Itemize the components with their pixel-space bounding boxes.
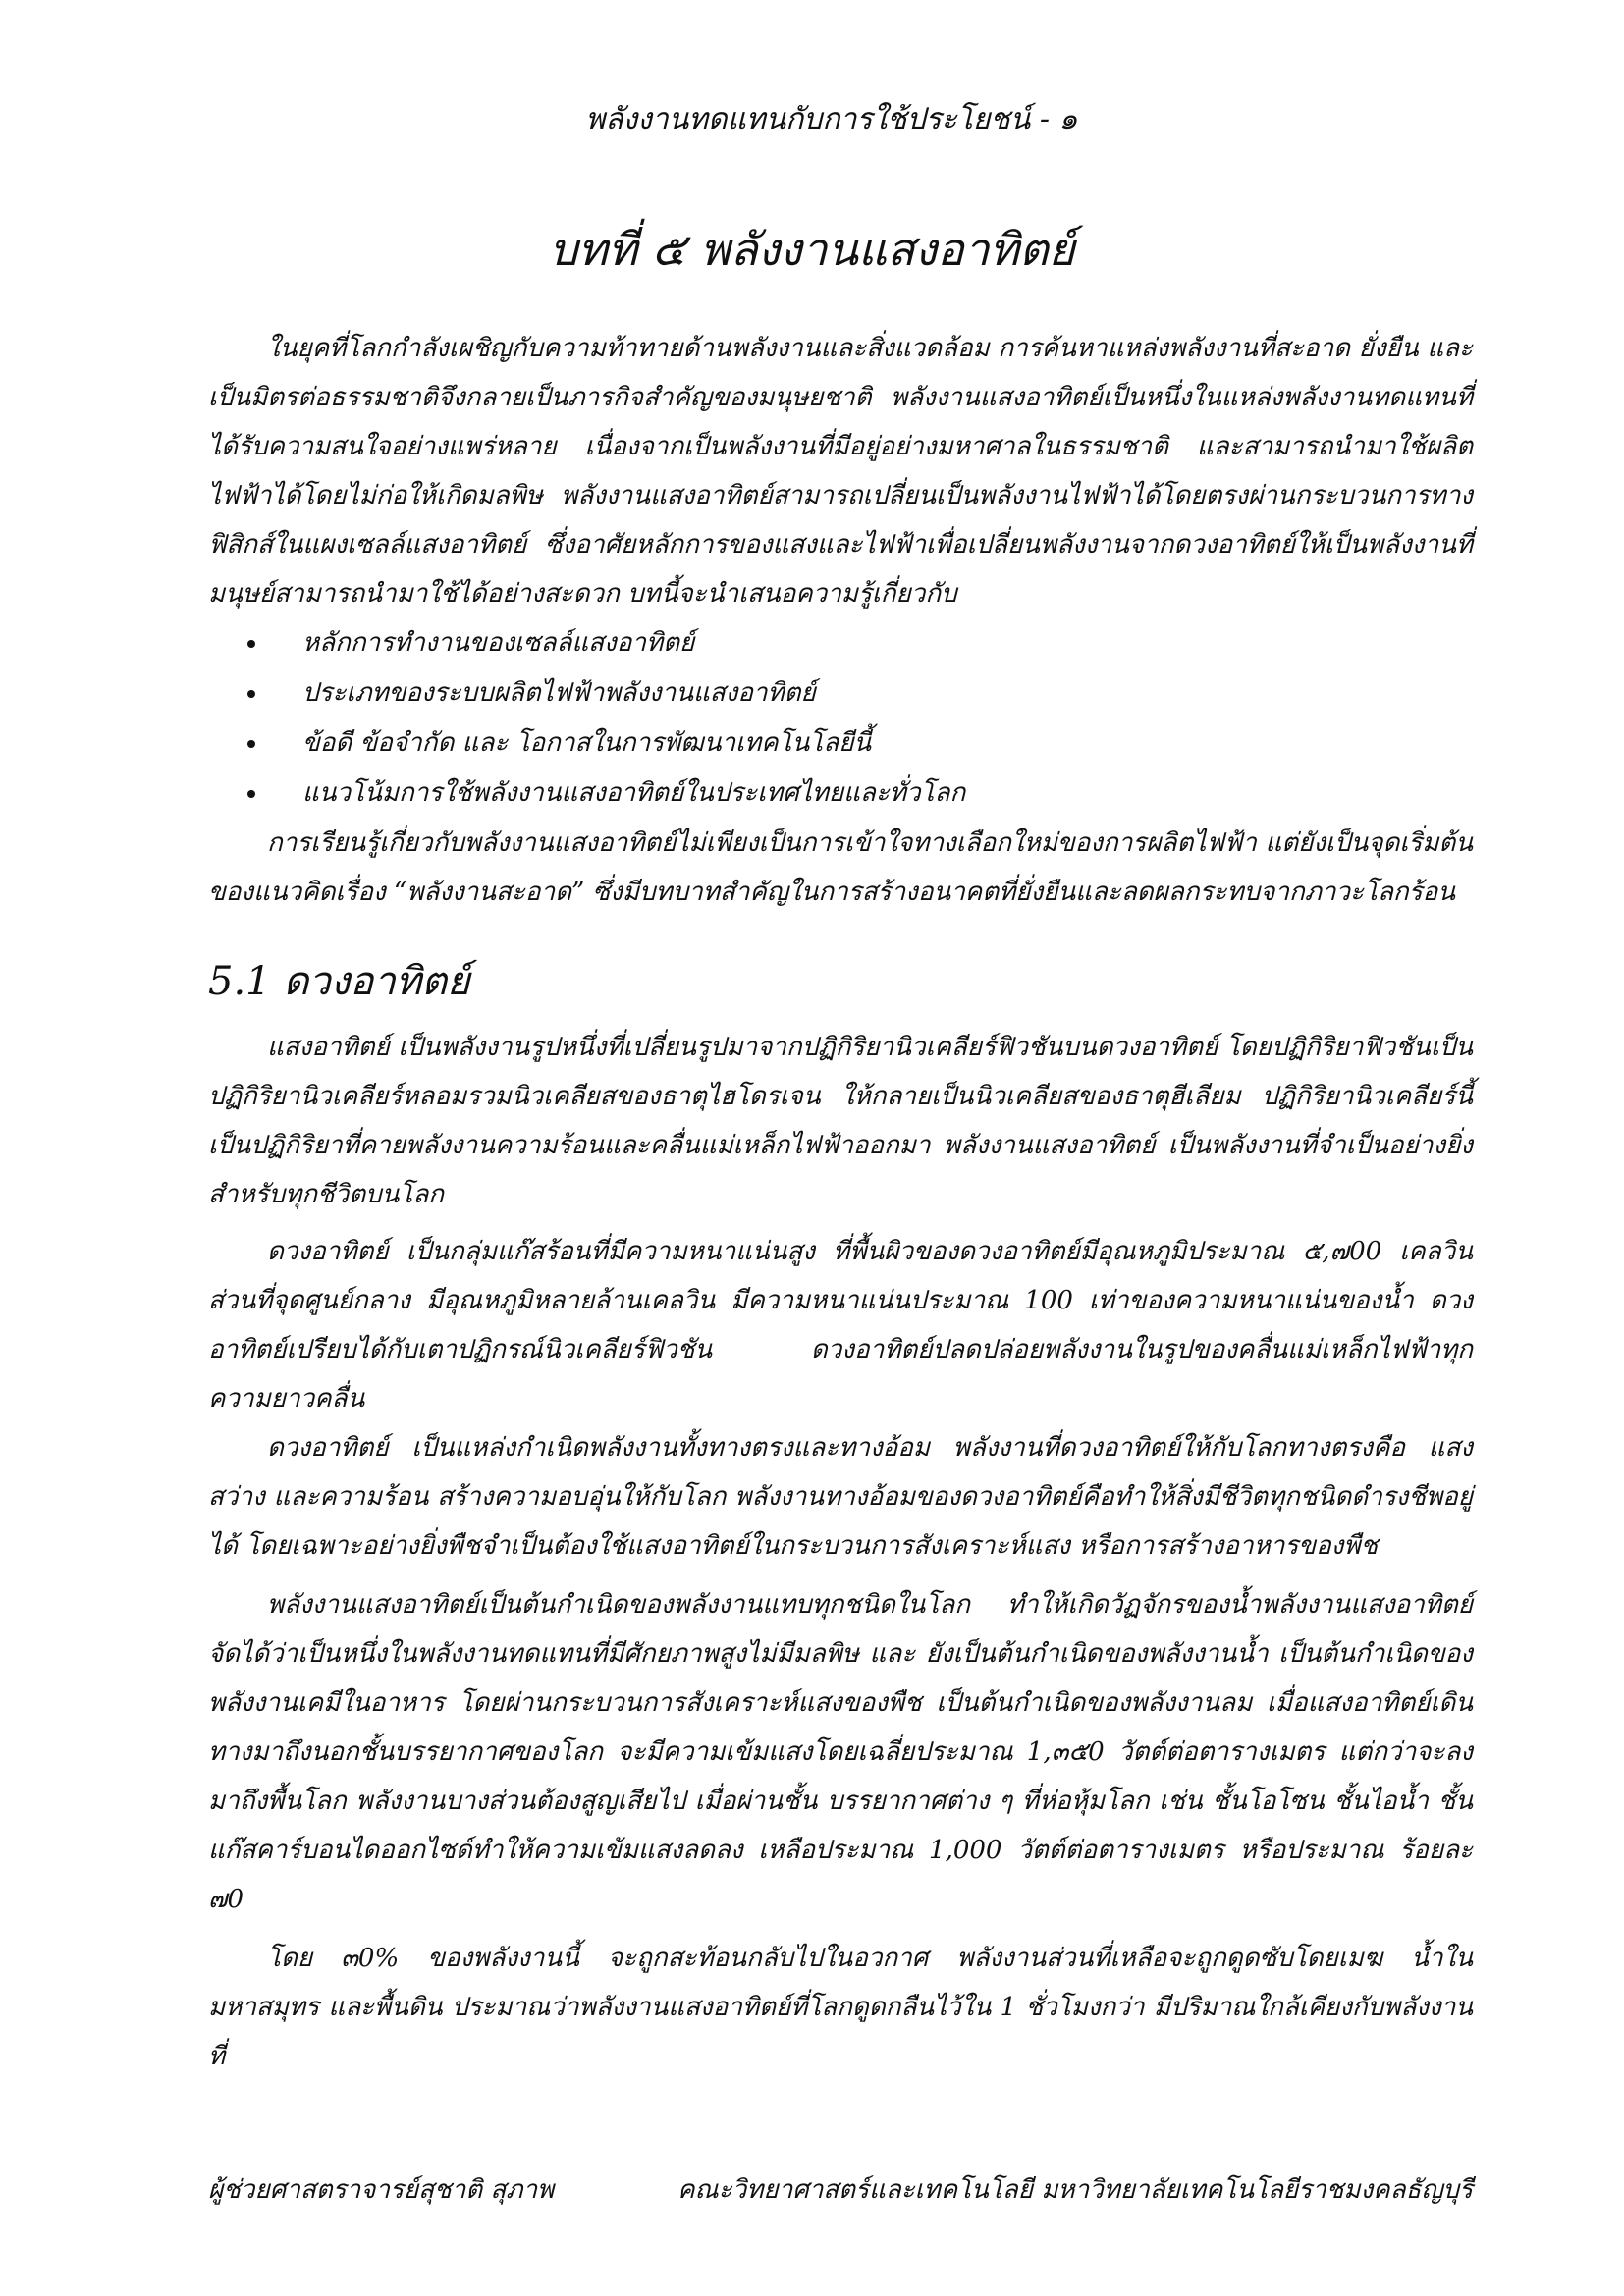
list-item-text: ประเภทของระบบผลิตไฟฟ้าพลังงานแสงอาทิตย์ bbox=[302, 678, 816, 708]
footer-author: ผู้ช่วยศาสตราจารย์สุชาติ สุภาพ bbox=[208, 2175, 555, 2205]
bullet-icon bbox=[247, 790, 255, 798]
page-footer bbox=[208, 2169, 1473, 2210]
footer-institution: คณะวิทยาศาสตร์และเทคโนโลยี มหาวิทยาลัยเทคโนโลยีราชมงคลธัญบุรี bbox=[677, 2175, 1473, 2205]
page-body bbox=[208, 324, 1473, 2089]
body-paragraph: โดย ๓0% ของพลังงานนี้ จะถูกสะท้อนกลับไปในอวกาศ พลังงานส่วนที่เหลือจะถูกดูดซับโดยเมฆ น้ำในมหาสมุทร และพื้นดิน ประมาณว่าพลังงานแสงอาทิตย์ที่โลกดูดกลืนไว้ใน 1 ชั่วโมงกว่า มีปริมาณใกล้เคียงกับพลังงานที่ bbox=[208, 1944, 1473, 2071]
list-item-text: หลักการทำงานของเซลล์แสงอาทิตย์ bbox=[302, 628, 695, 658]
body-paragraph: พลังงานแสงอาทิตย์เป็นต้นกำเนิดของพลังงานแทบทุกชนิดในโลก ทำให้เกิดวัฏจักรของน้ำพลังงานแสงอาทิตย์จัดได้ว่าเป็นหนึ่งในพลังงานทดแทนที่มีศักยภาพสูงไม่มีมลพิษ และ ยังเป็นต้นกำเนิดของพลังงานน้ำ เป็นต้นกำเนิดของพลังงานเคมีในอาหาร โดยผ่านกระบวนการสังเคราะห์แสงของพืช เป็นต้นกำเนิดของพลังงานลม เมื่อแสงอาทิตย์เดินทางมาถึงนอกชั้นบรรยากาศของโลก จะมีความเข้มแสงโดยเฉลี่ยประมาณ 1,๓๕0 วัตต์ต่อตารางเมตร แต่กว่าจะลงมาถึงพื้นโลก พลังงานบางส่วนต้องสูญเสียไป เมื่อผ่านชั้น บรรยากาศต่าง ๆ ที่ห่อหุ้มโลก เช่น ชั้นโอโซน ชั้นไอน้ำ ชั้นแก๊สคาร์บอนไดออกไซด์ทำให้ความเข้มแสงลดลง เหลือประมาณ 1,000 วัตต์ต่อตารางเมตร หรือประมาณ ร้อยละ ๗0 bbox=[208, 1590, 1473, 1914]
topic-list bbox=[208, 618, 1473, 819]
list-item bbox=[247, 668, 1473, 719]
intro-paragraph: ในยุคที่โลกกำลังเผชิญกับความท้าทายด้านพลังงานและสิ่งแวดล้อม การค้นหาแหล่งพลังงานที่สะอาด ยั่งยืน และเป็นมิตรต่อธรรมชาติจึงกลายเป็นภารกิจสำคัญของมนุษยชาติ พลังงานแสงอาทิตย์เป็นหนึ่งในแหล่งพลังงานทดแทนที่ได้รับความสนใจอย่างแพร่หลาย เนื่องจากเป็นพลังงานที่มีอยู่อย่างมหาศาลในธรรมชาติ และสามารถนำมาใช้ผลิตไฟฟ้าได้โดยไม่ก่อให้เกิดมลพิษ พลังงานแสงอาทิตย์สามารถเปลี่ยนเป็นพลังงานไฟฟ้าได้โดยตรงผ่านกระบวนการทางฟิสิกส์ในแผงเซลล์แสงอาทิตย์ ซึ่งอาศัยหลักการของแสงและไฟฟ้าเพื่อเปลี่ยนพลังงานจากดวงอาทิตย์ให้เป็นพลังงานที่มนุษย์สามารถนำมาใช้ได้อย่างสะดวก บทนี้จะนำเสนอความรู้เกี่ยวกับ bbox=[208, 334, 1473, 609]
list-item-text: ข้อดี ข้อจำกัด และ โอกาสในการพัฒนาเทคโนโลยีนี้ bbox=[302, 728, 872, 758]
body-paragraph: แสงอาทิตย์ เป็นพลังงานรูปหนึ่งที่เปลี่ยนรูปมาจากปฏิกิริยานิวเคลียร์ฟิวชันบนดวงอาทิตย์ โดยปฏิกิริยาฟิวชันเป็นปฏิกิริยานิวเคลียร์หลอมรวมนิวเคลียสของธาตุไฮโดรเจน ให้กลายเป็นนิวเคลียสของธาตุฮีเลียม ปฏิกิริยานิวเคลียร์นี้เป็นปฏิกิริยาที่คายพลังงานความร้อนและคลื่นแม่เหล็กไฟฟ้าออกมา พลังงานแสงอาทิตย์ เป็นพลังงานที่จำเป็นอย่างยิ่งสำหรับทุกชีวิตบนโลก bbox=[208, 1033, 1473, 1209]
section-heading: 5.1 ดวงอาทิตย์ bbox=[208, 959, 470, 1004]
body-paragraph: ดวงอาทิตย์ เป็นแหล่งกำเนิดพลังงานทั้งทางตรงและทางอ้อม พลังงานที่ดวงอาทิตย์ให้กับโลกทางตรงคือ แสงสว่าง และความร้อน สร้างความอบอุ่นให้กับโลก พลังงานทางอ้อมของดวงอาทิตย์คือทำให้สิ่งมีชีวิตทุกชนิดดำรงชีพอยู่ได้ โดยเฉพาะอย่างยิ่งพืชจำเป็นต้องใช้แสงอาทิตย์ในกระบวนการสังเคราะห์แสง หรือการสร้างอาหารของพืช bbox=[208, 1433, 1473, 1561]
list-item bbox=[247, 769, 1473, 819]
list-item bbox=[247, 618, 1473, 668]
chapter-title: บทที่ ๕ พลังงานแสงอาทิตย์ bbox=[549, 223, 1075, 276]
bullet-icon bbox=[247, 740, 255, 748]
body-paragraph: ดวงอาทิตย์ เป็นกลุ่มแก๊สร้อนที่มีความหนาแน่นสูง ที่พื้นผิวของดวงอาทิตย์มีอุณหภูมิประมาณ ๕,๗00 เคลวิน ส่วนที่จุดศูนย์กลาง มีอุณหภูมิหลายล้านเคลวิน มีความหนาแน่นประมาณ 100 เท่าของความหนาแน่นของน้ำ ดวงอาทิตย์เปรียบได้กับเตาปฏิกรณ์นิวเคลียร์ฟิวชัน ดวงอาทิตย์ปลดปล่อยพลังงานในรูปของคลื่นแม่เหล็กไฟฟ้าทุกความยาวคลื่น bbox=[208, 1237, 1473, 1414]
list-item-text: แนวโน้มการใช้พลังงานแสงอาทิตย์ในประเทศไทยและทั่วโลก bbox=[302, 778, 966, 808]
bullet-icon bbox=[247, 690, 255, 698]
running-header: พลังงานทดแทนกับการใช้ประโยชน์ - ๑ bbox=[585, 102, 1078, 136]
intro-closing-paragraph: การเรียนรู้เกี่ยวกับพลังงานแสงอาทิตย์ไม่เพียงเป็นการเข้าใจทางเลือกใหม่ของการผลิตไฟฟ้า แต่ยังเป็นจุดเริ่มต้นของแนวคิดเรื่อง “พลังงานสะอาด” ซึ่งมีบทบาทสำคัญในการสร้างอนาคตที่ยั่งยืนและลดผลกระทบจากภาวะโลกร้อน bbox=[208, 828, 1473, 907]
bullet-icon bbox=[247, 640, 255, 648]
list-item bbox=[247, 719, 1473, 769]
